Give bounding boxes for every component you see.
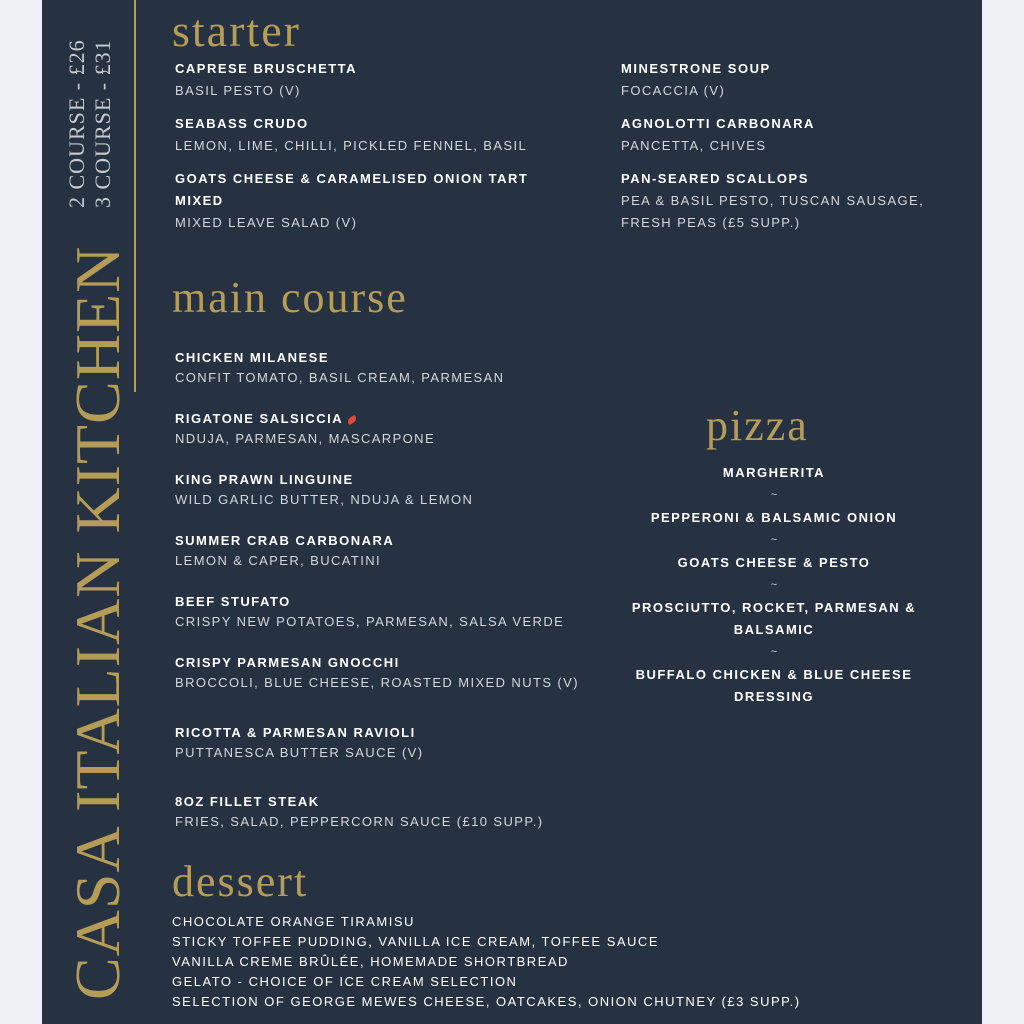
dish-description: BASIL PESTO (V)	[175, 83, 301, 98]
pizza-list	[614, 462, 934, 708]
dish-description: PANCETTA, CHIVES	[621, 138, 767, 153]
three-course-price: 3 COURSE - £31	[90, 39, 115, 208]
dish-description: LEMON & CAPER, BUCATINI	[175, 553, 382, 568]
main-item	[175, 792, 575, 832]
dish-description: NDUJA, PARMESAN, MASCARPONE	[175, 431, 436, 446]
dish-name: AGNOLOTTI CARBONARA	[621, 116, 815, 131]
dish-description: WILD GARLIC BUTTER, NDUJA & LEMON	[175, 492, 474, 507]
course-prices	[64, 0, 116, 208]
dish-description: BROCCOLI, BLUE CHEESE, ROASTED MIXED NUTS (V)	[175, 675, 579, 690]
separator: ~	[770, 579, 778, 591]
separator: ~	[770, 534, 778, 546]
pizza-item: MARGHERITA	[722, 465, 826, 480]
dessert-item: CHOCOLATE ORANGE TIRAMISU	[172, 914, 415, 929]
starter-item	[175, 168, 575, 234]
gold-divider-line	[134, 0, 136, 392]
separator: ~	[770, 646, 778, 658]
dessert-item: GELATO - CHOICE OF ICE CREAM SELECTION	[172, 974, 518, 989]
starter-heading: starter	[172, 5, 301, 56]
dish-description: FRIES, SALAD, PEPPERCORN SAUCE (£10 SUPP.)	[175, 814, 544, 829]
dish-description: MIXED LEAVE SALAD (V)	[175, 215, 358, 230]
dish-description: LEMON, LIME, CHILLI, PICKLED FENNEL, BASIL	[175, 138, 528, 153]
dish-name: BEEF STUFATO	[175, 594, 291, 609]
dish-description: CONFIT TOMATO, BASIL CREAM, PARMESAN	[175, 370, 505, 385]
main-item	[175, 348, 575, 388]
dish-name: KING PRAWN LINGUINE	[175, 472, 354, 487]
main-item	[175, 409, 575, 449]
dish-name: GOATS CHEESE & CARAMELISED ONION TART MIXED	[175, 171, 529, 208]
menu-card	[42, 0, 982, 1024]
starter-item	[621, 113, 961, 157]
dish-name: MINESTRONE SOUP	[621, 61, 771, 76]
pizza-heading: pizza	[706, 401, 809, 450]
main-item	[175, 653, 595, 693]
dish-name: RICOTTA & PARMESAN RAVIOLI	[175, 725, 416, 740]
pizza-item: PROSCIUTTO, ROCKET, PARMESAN & BALSAMIC	[631, 600, 917, 637]
dessert-heading: dessert	[172, 857, 309, 906]
starter-item	[175, 58, 575, 102]
two-course-price: 2 COURSE - £26	[64, 39, 89, 208]
dish-name: CHICKEN MILANESE	[175, 350, 330, 365]
dish-description: CRISPY NEW POTATOES, PARMESAN, SALSA VERDE	[175, 614, 565, 629]
dessert-item: VANILLA CREME BRÛLÉE, HOMEMADE SHORTBREAD	[172, 954, 569, 969]
dish-name-row	[175, 409, 575, 429]
dish-name: CAPRESE BRUSCHETTA	[175, 61, 358, 76]
chili-pepper-icon	[346, 414, 358, 425]
pizza-item: PEPPERONI & BALSAMIC ONION	[650, 510, 898, 525]
pizza-item: BUFFALO CHICKEN & BLUE CHEESE DRESSING	[635, 667, 913, 704]
starter-item	[175, 113, 575, 157]
dish-description: PUTTANESCA BUTTER SAUCE (V)	[175, 745, 424, 760]
pizza-item: GOATS CHEESE & PESTO	[677, 555, 871, 570]
main-item	[175, 592, 575, 632]
dish-name: PAN-SEARED SCALLOPS	[621, 171, 809, 186]
dessert-list	[172, 912, 932, 1012]
dish-name: SUMMER CRAB CARBONARA	[175, 533, 395, 548]
restaurant-name: CASA ITALIAN KITCHEN	[62, 245, 133, 1000]
main-item	[175, 531, 575, 571]
dish-description: PEA & BASIL PESTO, TUSCAN SAUSAGE, FRESH PEAS (£5 SUPP.)	[621, 193, 925, 230]
main-item	[175, 723, 575, 763]
dish-name: RIGATONE SALSICCIA	[175, 411, 344, 426]
starter-item	[621, 168, 961, 234]
separator: ~	[770, 489, 778, 501]
dessert-item: STICKY TOFFEE PUDDING, VANILLA ICE CREAM, TOFFEE SAUCE	[172, 934, 659, 949]
main-course-heading: main course	[172, 273, 408, 322]
dish-name: CRISPY PARMESAN GNOCCHI	[175, 655, 400, 670]
dish-description: FOCACCIA (V)	[621, 83, 726, 98]
dessert-item: SELECTION OF GEORGE MEWES CHEESE, OATCAKES, ONION CHUTNEY (£3 SUPP.)	[172, 994, 801, 1009]
dish-name: SEABASS CRUDO	[175, 116, 309, 131]
starter-item	[621, 58, 961, 102]
main-item	[175, 470, 575, 510]
dish-name: 8OZ FILLET STEAK	[175, 794, 320, 809]
